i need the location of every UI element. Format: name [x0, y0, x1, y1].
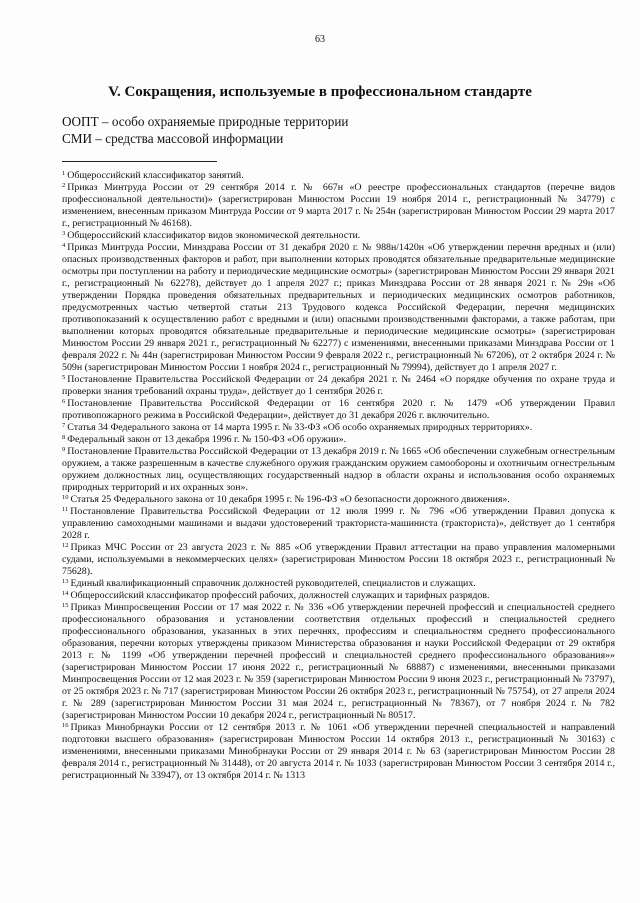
footnote-7 — [62, 422, 615, 434]
footnote-number: 4 — [62, 242, 66, 249]
footnote-number: 5 — [62, 374, 66, 381]
abbreviation-oopt: ООПТ – особо охраняемые природные территории — [62, 114, 349, 129]
footnote-text: Единый квалификационный справочник должностей руководителей, специалистов и служащих. — [70, 578, 476, 589]
footnote-13 — [62, 578, 615, 590]
footnote-number: 8 — [62, 434, 66, 441]
footnote-number: 9 — [62, 446, 66, 453]
abbreviation-smi: СМИ – средства массовой информации — [62, 131, 284, 146]
footnote-9 — [62, 446, 615, 494]
footnote-text: Приказ МЧС России от 23 августа 2023 г. № 885 «Об утверждении Правил аттестации на право управления маломерными судами, используемыми в некоммерческих целях» (зарегистрирован Минюстом России 18 октября 2023 г., регистрационный № 75628). — [62, 542, 615, 577]
footnote-text: Статья 25 Федерального закона от 10 декабря 1995 г. № 196-ФЗ «О безопасности дорожного движения». — [70, 494, 510, 505]
footnote-16 — [62, 722, 615, 782]
footnote-3 — [62, 230, 615, 242]
footnote-number: 16 — [62, 722, 69, 729]
footnote-number: 15 — [62, 602, 69, 609]
footnote-10 — [62, 494, 615, 506]
section-title: V. Сокращения, используемые в профессиональном стандарте — [108, 84, 532, 100]
footnote-14 — [62, 590, 615, 602]
footnote-number: 13 — [62, 578, 69, 585]
footnote-8 — [62, 434, 615, 446]
footnote-number: 2 — [62, 182, 66, 189]
footnote-1 — [62, 170, 615, 182]
footnote-number: 1 — [62, 170, 66, 177]
footnote-6 — [62, 398, 615, 422]
footnote-text: Общероссийский классификатор профессий рабочих, должностей служащих и тарифных разрядов. — [70, 590, 490, 601]
footnote-11 — [62, 506, 615, 542]
footnote-text: Статья 34 Федерального закона от 14 марта 1995 г. № 33-ФЗ «Об особо охраняемых природных территориях». — [67, 422, 533, 433]
footnote-number: 6 — [62, 398, 66, 405]
footnote-text: Приказ Минтруда России, Минздрава России от 31 декабря 2020 г. № 988н/1420н «Об утверждении перечня вредных и (или) опасных производственных факторов и работ, при выполнении которых проводятся обязательные предварительные медицинские осмотры при поступлении на работу и периодические медицинские осмотры» (зарегистрирован Минюстом России 29 января 2021 г., регистрационный № 62278), действует до 1 апреля 2027 г.; приказ Минздрава России от 28 января 2021 г. № 29н «Об утверждении Порядка проведения обязательных предварительных и периодических медицинских осмотров работников, предусмотренных частью четвертой статьи 213 Трудового кодекса Российской Федерации, перечня медицинских противопоказаний к осуществлению работ с вредными и (или) опасными производственными факторами, а также работам, при выполнении которых проводятся обязательные предварительные и периодические медицинские осмотры» (зарегистрирован Минюстом России 29 января 2021 г., регистрационный № 62277) с изменениями, внесенными приказами Минздрава России от 1 февраля 2022 г. № 44н (зарегистрирован Минюстом России 9 февраля 2022 г., регистрационный № 67206), от 2 октября 2024 г. № 509н (зарегистрирован Минюстом России 1 ноября 2024 г., регистрационный № 79994), действует до 1 апреля 2027 г. — [62, 242, 615, 373]
footnote-number: 11 — [62, 506, 69, 513]
footnote-text: Постановление Правительства Российской Федерации от 13 декабря 2019 г. № 1665 «Об обеспечении служебным огнестрельным оружием, а также разрешенным в качестве служебного оружия гражданским оружием самообороны и охотничьим огнестрельным оружием должностных лиц, осуществляющих государственный надзор в области охраны и использования особо охраняемых природных территорий и их охранных зон». — [62, 446, 615, 493]
footnote-text: Приказ Минпросвещения России от 17 мая 2022 г. № 336 «Об утверждении перечней профессий и специальностей среднего профессионального образования и установлении соответствия отдельных профессий и специальностей среднего профессионального образования, указанных в этих перечнях, профессиям и специальностям среднего профессионального образования, перечни которых утверждены приказом Министерства образования и науки Российской Федерации от 29 октября 2013 г. № 1199 «Об утверждении перечней профессий и специальностей среднего профессионального образования»» (зарегистрирован Минюстом России 17 июня 2022 г., регистрационный № 68887) с изменениями, внесенными приказами Минпросвещения России от 12 мая 2023 г. № 359 (зарегистрирован Минюстом России 9 июня 2023 г., регистрационный № 73797), от 25 октября 2023 г. № 717 (зарегистрирован Минюстом России 26 октября 2023 г., регистрационный № 75754), от 27 апреля 2024 г. № 289 (зарегистрирован Минюстом России 31 мая 2024 г., регистрационный № 78367), от 7 ноября 2024 г. № 782 (зарегистрирован Минюстом России 10 декабря 2024 г., регистрационный № 80517. — [62, 602, 615, 721]
footnote-15 — [62, 602, 615, 722]
footnote-text: Постановление Правительства Российской Федерации от 12 июля 1999 г. № 796 «Об утверждении Правил допуска к управлению самоходными машинами и выдачи удостоверений тракториста-машиниста (тракториста)», действует до 1 сентября 2028 г. — [62, 506, 615, 541]
page-number: 63 — [315, 34, 325, 45]
footnote-text: Общероссийский классификатор занятий. — [67, 170, 244, 181]
footnote-text: Приказ Минтруда России от 29 сентября 2014 г. № 667н «О реестре профессиональных стандартов (перечне видов профессиональной деятельности)» (зарегистрирован Минюстом России 19 ноября 2014 г., регистрационный № 34779) с изменением, внесенным приказом Минтруда России от 9 марта 2017 г. № 254н (зарегистрирован Минюстом России 29 марта 2017 г., регистрационный № 46168). — [62, 182, 615, 229]
footnote-number: 14 — [62, 590, 69, 597]
footnotes-list — [62, 170, 615, 782]
footnote-text: Приказ Минобрнауки России от 12 сентября 2013 г. № 1061 «Об утверждении перечней специальностей и направлений подготовки высшего образования» (зарегистрирован Минюстом России 14 октября 2013 г., регистрационный № 30163) с изменениями, внесенными приказами Минобрнауки России от 29 января 2014 г. № 63 (зарегистрирован Минюстом России 28 февраля 2014 г., регистрационный № 31448), от 20 августа 2014 г. № 1033 (зарегистрирован Минюстом России 3 сентября 2014 г., регистрационный № 33947), от 13 октября 2014 г. № 1313 — [62, 722, 615, 781]
footnote-text: Общероссийский классификатор видов экономической деятельности. — [67, 230, 361, 241]
footnote-number: 3 — [62, 230, 66, 237]
footnote-text: Постановление Правительства Российской Федерации от 16 сентября 2020 г. № 1479 «Об утверждении Правил противопожарного режима в Российской Федерации», действует до 31 декабря 2026 г. включительно. — [62, 398, 615, 421]
footnote-2 — [62, 182, 615, 230]
footnote-text: Постановление Правительства Российской Федерации от 24 декабря 2021 г. № 2464 «О порядке обучения по охране труда и проверки знания требований охраны труда», действует до 1 сентября 2026 г. — [62, 374, 615, 397]
footnote-number: 12 — [62, 542, 69, 549]
footnote-separator — [62, 161, 217, 162]
footnote-number: 10 — [62, 494, 69, 501]
footnote-text: Федеральный закон от 13 декабря 1996 г. № 150-ФЗ «Об оружии». — [67, 434, 347, 445]
footnote-12 — [62, 542, 615, 578]
footnote-5 — [62, 374, 615, 398]
footnote-number: 7 — [62, 422, 66, 429]
footnote-4 — [62, 242, 615, 374]
